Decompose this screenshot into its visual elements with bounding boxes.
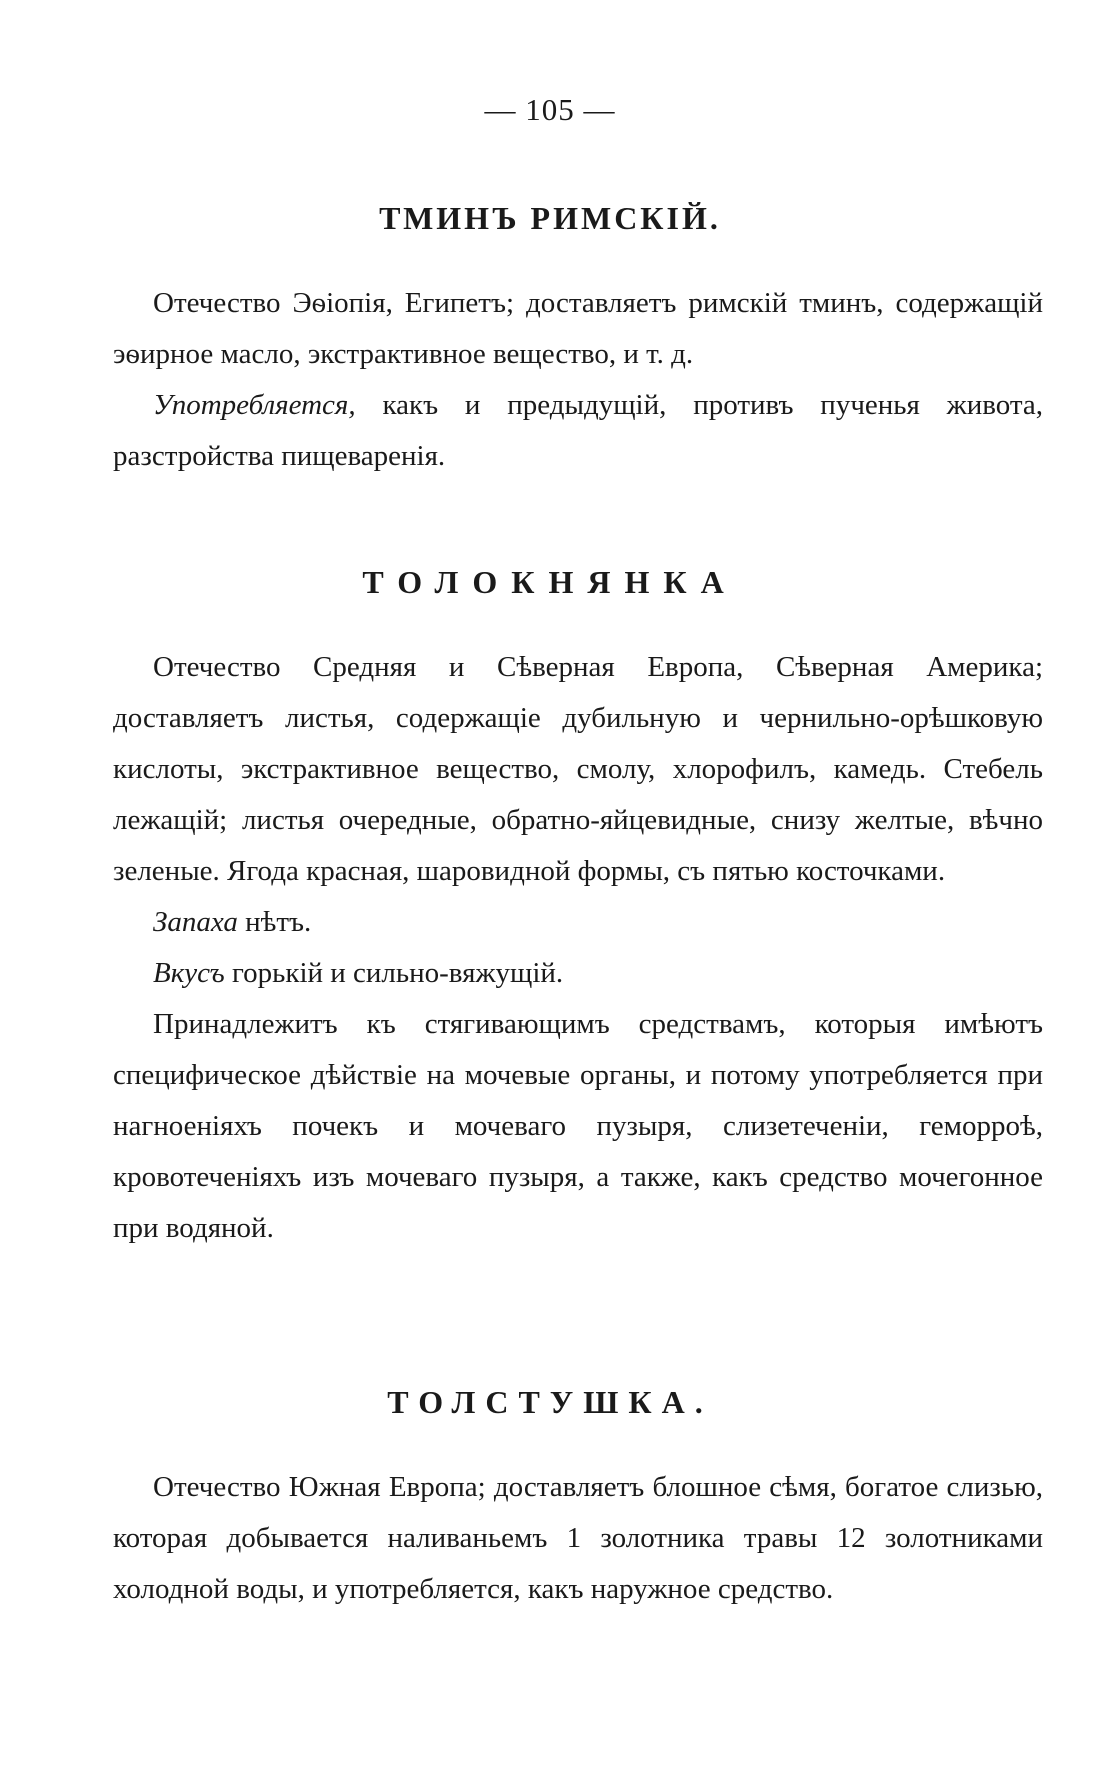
paragraph: Отечество Средняя и Сѣверная Европа, Сѣверная Америка; доставляетъ листья, содержащіе дубильную и чернильно-орѣшковую кислоты, экстрактивное вещество, смолу, хлорофилъ, камедь. Стебель лежащій; листья очередные, обратно-яйцевидные, снизу желтые, вѣчно зеленые. Ягода красная, шаровидной формы, съ пятью косточками. bbox=[113, 651, 1043, 887]
paragraph bbox=[113, 897, 1043, 948]
section-body-toloknyanka bbox=[113, 642, 1043, 1254]
section-title-toloknyanka: ТОЛОКНЯНКА bbox=[362, 564, 738, 600]
paragraph bbox=[113, 380, 1043, 482]
paragraph: Принадлежитъ къ стягивающимъ средствамъ, которыя имѣютъ специфическое дѣйствіе на мочевые органы, и потому употребляется при нагноеніяхъ почекъ и мочеваго пузыря, слизетеченіи, геморроѣ, кровотеченіяхъ изъ мочеваго пузыря, а также, какъ средство мочегонное при водяной. bbox=[113, 1008, 1043, 1244]
paragraph-text: горькій и сильно-вяжущій. bbox=[224, 957, 564, 989]
page-number: — 105 — bbox=[484, 92, 616, 127]
section-body-tmin bbox=[113, 278, 1043, 482]
italic-lead: Вкусъ bbox=[153, 957, 225, 989]
section-title-tmin: ТМИНЪ РИМСКІЙ. bbox=[379, 200, 721, 236]
italic-lead: Запаха bbox=[153, 906, 238, 938]
italic-lead: Употребляется, bbox=[153, 389, 356, 421]
paragraph: Отечество Эѳіопія, Египетъ; доставляетъ римскій тминъ, содержащій эѳирное масло, экстрактивное вещество, и т. д. bbox=[113, 287, 1043, 370]
section-body-tolstushka bbox=[113, 1462, 1043, 1615]
paragraph: Отечество Южная Европа; доставляетъ блошное сѣмя, богатое слизью, которая добывается наливаньемъ 1 золотника травы 12 золотниками холодной воды, и употребляется, какъ наружное средство. bbox=[113, 1471, 1043, 1605]
paragraph bbox=[113, 948, 1043, 999]
section-title-tolstushka: ТОЛСТУШКА. bbox=[387, 1384, 713, 1420]
paragraph-text: какъ и предыдущій, противъ пученья живота, разстройства пищеваренія. bbox=[113, 389, 1043, 472]
paragraph-text: нѣтъ. bbox=[237, 906, 312, 938]
